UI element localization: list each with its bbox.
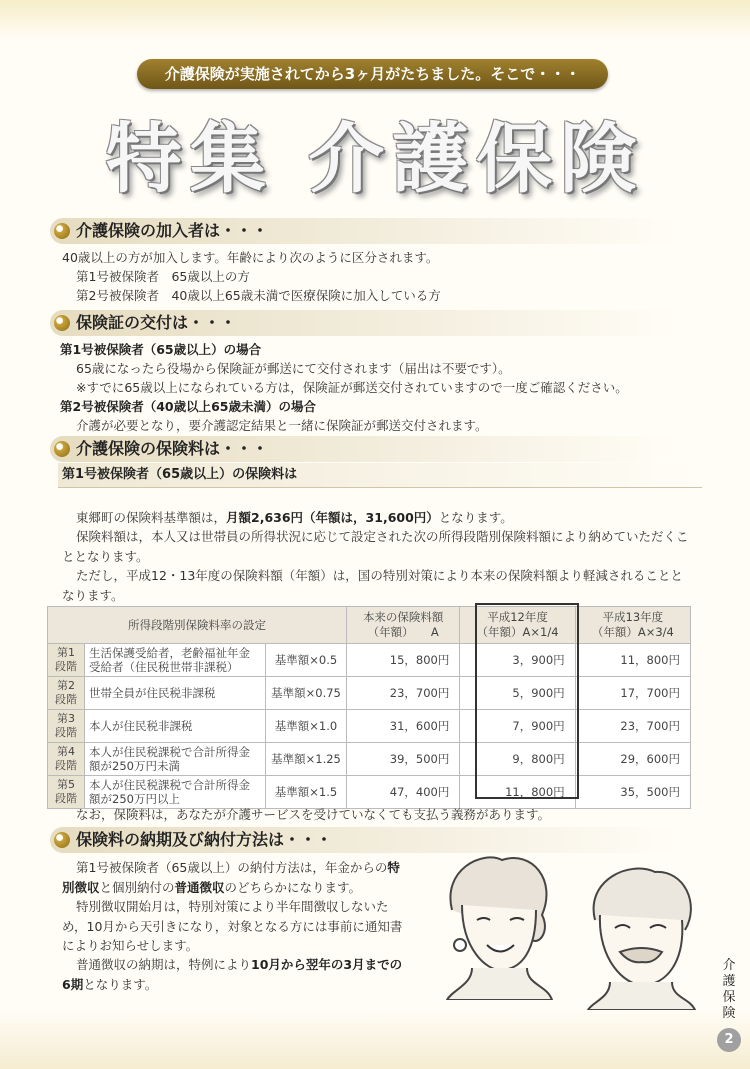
payment-text: 普通徴収の納期は，特例により bbox=[76, 957, 252, 972]
table-header-setting: 所得段階別保険料率の設定 bbox=[48, 607, 347, 644]
elderly-man-illustration bbox=[570, 860, 710, 1010]
premium-para-3: ただし，平成12・13年度の保険料額（年額）は，国の特別対策により本来の保険料額より軽減されることとなります。 bbox=[62, 568, 683, 603]
page-title: 特集 介護保険 bbox=[105, 114, 645, 203]
table-row bbox=[48, 644, 691, 677]
section-header-members bbox=[50, 218, 680, 244]
top-band bbox=[0, 0, 750, 40]
amount-h12-cell: 3，900円 bbox=[460, 644, 575, 677]
section-title: 介護保険の保険料は・・・ bbox=[76, 439, 269, 458]
section-header-payment bbox=[50, 827, 680, 853]
section-title: 保険料の納期及び納付方法は・・・ bbox=[76, 830, 333, 849]
h12-highlight-frame bbox=[475, 603, 579, 799]
rate-cell: 基準額×1.25 bbox=[266, 743, 347, 776]
amount-h13-cell: 29，600円 bbox=[575, 743, 690, 776]
bottom-band bbox=[0, 1009, 750, 1069]
card-text-3: 介護が必要となり，要介護認定結果と一緒に保険証が郵送交付されます。 bbox=[76, 418, 488, 433]
section-title: 介護保険の加入者は・・・ bbox=[76, 221, 269, 240]
rate-cell: 基準額×1.0 bbox=[266, 710, 347, 743]
amount-h12-cell: 11，800円 bbox=[460, 776, 575, 809]
level-cell: 第4 段階 bbox=[48, 743, 85, 776]
header-line: （年額）A×3/4 bbox=[591, 625, 674, 639]
amount-a-cell: 15，800円 bbox=[347, 644, 460, 677]
payment-para-2: 特別徴収開始月は，特別対策により半年間徴収しないため，10月から天引きになり，対象となる方には事前に通知書によりお知らせします。 bbox=[62, 899, 403, 953]
amount-a-cell: 23，700円 bbox=[347, 677, 460, 710]
premium-text: 東郷町の保険料基準額は， bbox=[76, 510, 227, 525]
payment-special: 特別徴収 bbox=[62, 860, 400, 895]
table-row bbox=[48, 743, 691, 776]
payment-text: と個別納付の bbox=[99, 879, 175, 895]
premium-note: なお，保険料は，あなたが介護サービスを受けていなくても支払う義務があります。 bbox=[76, 807, 551, 822]
members-intro: 40歳以上の方が加入します。年齢により次のように区分されます。 bbox=[62, 250, 439, 265]
rate-cell: 基準額×0.5 bbox=[266, 644, 347, 677]
bullet-icon bbox=[54, 223, 70, 239]
header-line: （年額） A bbox=[367, 625, 439, 639]
desc-cell: 生活保護受給者，老齢福祉年金受給者（住民税世帯非課税） bbox=[85, 644, 266, 677]
amount-h13-cell: 11，800円 bbox=[575, 644, 690, 677]
premium-table bbox=[47, 606, 691, 809]
desc-cell: 世帯全員が住民税非課税 bbox=[85, 677, 266, 710]
table-row bbox=[48, 677, 691, 710]
payment-normal: 普通徴収 bbox=[174, 879, 225, 895]
intro-banner: 介護保険が実施されてから3ヶ月がたちました。そこで・・・ bbox=[137, 59, 608, 89]
level-cell: 第3 段階 bbox=[48, 710, 85, 743]
rate-cell: 基準額×1.5 bbox=[266, 776, 347, 809]
rate-cell: 基準額×0.75 bbox=[266, 677, 347, 710]
table-header-h13 bbox=[575, 607, 690, 644]
page-number: 2 bbox=[717, 1028, 741, 1052]
members-line-2: 第2号被保険者 40歳以上65歳未満で医療保険に加入している方 bbox=[76, 288, 441, 303]
header-line: 本来の保険料額 bbox=[362, 610, 444, 624]
header-line: 平成13年度 bbox=[602, 610, 664, 624]
payment-text: 第1号被保険者（65歳以上）の納付方法は，年金からの bbox=[76, 860, 388, 875]
level-cell: 第5 段階 bbox=[48, 776, 85, 809]
desc-cell: 本人が住民税課税で合計所得金額が250万円未満 bbox=[85, 743, 266, 776]
premium-para-2: 保険料額は，本人又は世帯員の所得状況に応じて設定された次の所得段階別保険料額により納めていただくこととなります。 bbox=[62, 529, 689, 564]
card-heading-2: 第2号被保険者（40歳以上65歳未満）の場合 bbox=[60, 399, 316, 414]
bullet-icon bbox=[54, 441, 70, 457]
card-heading-1: 第1号被保険者（65歳以上）の場合 bbox=[60, 342, 262, 357]
amount-a-cell: 47，400円 bbox=[347, 776, 460, 809]
payment-text: となります。 bbox=[83, 976, 158, 992]
level-cell: 第1 段階 bbox=[48, 644, 85, 677]
elderly-woman-illustration bbox=[432, 850, 562, 1000]
payment-para-3 bbox=[62, 955, 407, 994]
premium-amount: 月額2,636円（年額は，31,600円） bbox=[226, 510, 439, 525]
level-cell: 第2 段階 bbox=[48, 677, 85, 710]
table-header-original bbox=[347, 607, 460, 644]
table-row bbox=[48, 776, 691, 809]
payment-para-1 bbox=[62, 858, 407, 897]
amount-h13-cell: 17，700円 bbox=[575, 677, 690, 710]
amount-h12-cell: 9，800円 bbox=[460, 743, 575, 776]
section-header-premium bbox=[50, 436, 680, 462]
payment-period: 10月から翌年の3月までの6期 bbox=[62, 957, 403, 992]
desc-cell: 本人が住民税非課税 bbox=[85, 710, 266, 743]
amount-h12-cell: 7，900円 bbox=[460, 710, 575, 743]
amount-h12-cell: 5，900円 bbox=[460, 677, 575, 710]
premium-text: となります。 bbox=[438, 510, 513, 525]
premium-subheading: 第1号被保険者（65歳以上）の保険料は bbox=[58, 463, 702, 488]
header-line: （年額）A×1/4 bbox=[476, 625, 559, 639]
table-row bbox=[48, 710, 691, 743]
section-header-card bbox=[50, 310, 680, 336]
amount-a-cell: 31，600円 bbox=[347, 710, 460, 743]
desc-cell: 本人が住民税課税で合計所得金額が250万円以上 bbox=[85, 776, 266, 809]
amount-h13-cell: 35，500円 bbox=[575, 776, 690, 809]
bullet-icon bbox=[54, 832, 70, 848]
payment-text: のどちらかになります。 bbox=[224, 879, 362, 895]
card-text-2: ※すでに65歳以上になられている方は，保険証が郵送交付されていますので一度ご確認ください。 bbox=[76, 380, 628, 395]
bullet-icon bbox=[54, 315, 70, 331]
amount-h13-cell: 23，700円 bbox=[575, 710, 690, 743]
premium-para-1 bbox=[62, 508, 692, 528]
section-title: 保険証の交付は・・・ bbox=[76, 313, 237, 332]
card-text-1: 65歳になったら役場から保険証が郵送にて交付されます（届出は不要です）。 bbox=[76, 361, 511, 376]
header-line: 平成12年度 bbox=[487, 610, 548, 624]
amount-a-cell: 39，500円 bbox=[347, 743, 460, 776]
side-section-label: 介護保険 bbox=[722, 958, 736, 1021]
members-line-1: 第1号被保険者 65歳以上の方 bbox=[76, 269, 250, 284]
